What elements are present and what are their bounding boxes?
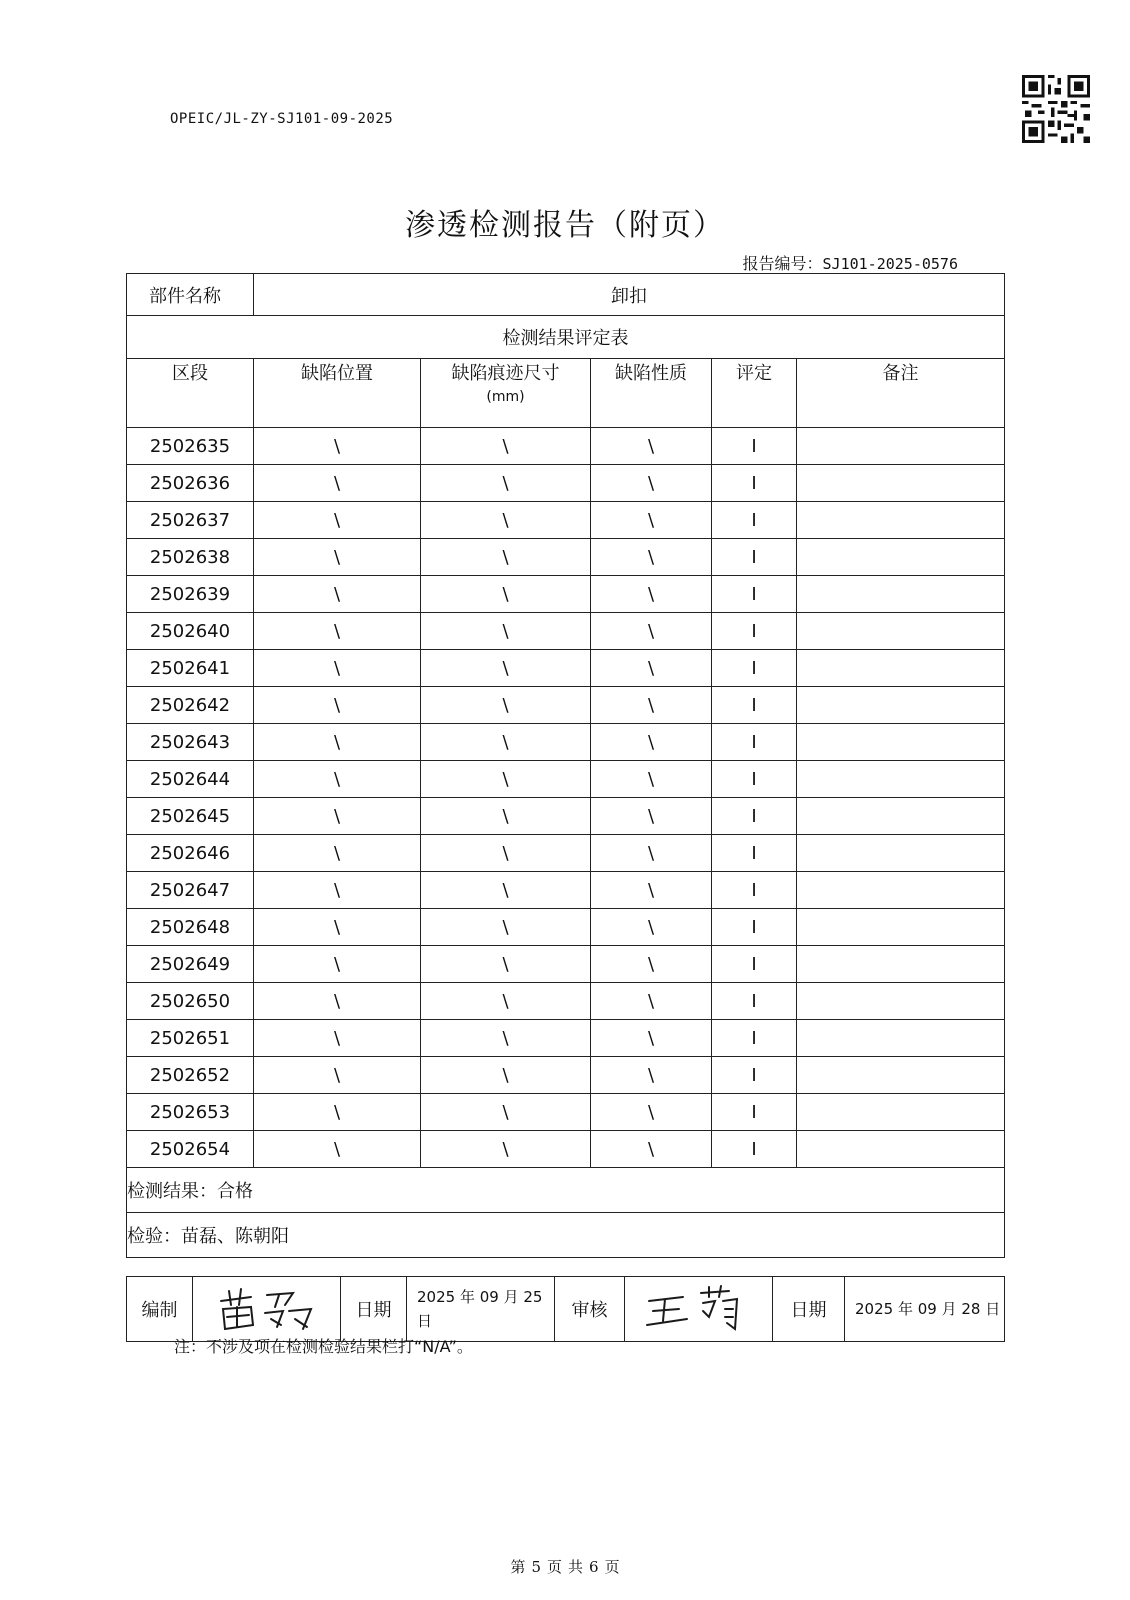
cell-remarks — [797, 983, 1005, 1020]
cell-rating: I — [712, 428, 797, 465]
cell-segment: 2502639 — [127, 576, 254, 613]
table-row — [127, 687, 1005, 724]
cell-remarks — [797, 539, 1005, 576]
cell-position: \ — [254, 872, 421, 909]
cell-segment: 2502644 — [127, 761, 254, 798]
inspectors-row — [127, 1213, 1005, 1258]
col-header-size-label: 缺陷痕迹尺寸 — [451, 363, 560, 384]
table-row — [127, 650, 1005, 687]
cell-segment: 2502651 — [127, 1020, 254, 1057]
cell-size: \ — [421, 428, 591, 465]
cell-position: \ — [254, 761, 421, 798]
prepared-label: 编制 — [127, 1277, 193, 1342]
cell-position: \ — [254, 613, 421, 650]
cell-rating: I — [712, 502, 797, 539]
cell-size: \ — [421, 835, 591, 872]
cell-nature: \ — [591, 724, 712, 761]
footer-total-pages: 6 — [589, 1558, 599, 1576]
col-header-position: 缺陷位置 — [254, 359, 421, 428]
cell-segment: 2502654 — [127, 1131, 254, 1168]
cell-size: \ — [421, 650, 591, 687]
cell-remarks — [797, 687, 1005, 724]
table-row — [127, 983, 1005, 1020]
subtitle-row — [127, 316, 1005, 359]
cell-rating: I — [712, 465, 797, 502]
cell-remarks — [797, 1020, 1005, 1057]
report-number-label: 报告编号： — [742, 254, 823, 273]
col-header-rating: 评定 — [712, 359, 797, 428]
cell-size: \ — [421, 613, 591, 650]
cell-remarks — [797, 613, 1005, 650]
prepared-date: 2025 年 09 月 25 日 — [407, 1277, 555, 1342]
col-header-size-unit: (mm) — [486, 389, 525, 405]
review-signature-image — [639, 1283, 759, 1335]
cell-segment: 2502647 — [127, 872, 254, 909]
result-row — [127, 1168, 1005, 1213]
cell-segment: 2502635 — [127, 428, 254, 465]
data-rows — [127, 428, 1005, 1168]
signature-table — [126, 1276, 1005, 1342]
cell-nature: \ — [591, 872, 712, 909]
cell-rating: I — [712, 539, 797, 576]
cell-rating: I — [712, 1057, 797, 1094]
cell-size: \ — [421, 798, 591, 835]
cell-nature: \ — [591, 909, 712, 946]
header-row — [127, 359, 1005, 428]
table-row — [127, 576, 1005, 613]
cell-position: \ — [254, 798, 421, 835]
cell-remarks — [797, 465, 1005, 502]
review-date: 2025 年 09 月 28 日 — [845, 1277, 1005, 1342]
cell-size: \ — [421, 983, 591, 1020]
report-number — [743, 251, 958, 274]
cell-position: \ — [254, 946, 421, 983]
cell-segment: 2502645 — [127, 798, 254, 835]
cell-position: \ — [254, 983, 421, 1020]
table-row — [127, 1020, 1005, 1057]
cell-position: \ — [254, 465, 421, 502]
cell-position: \ — [254, 428, 421, 465]
cell-rating: I — [712, 1020, 797, 1057]
cell-size: \ — [421, 946, 591, 983]
cell-segment: 2502638 — [127, 539, 254, 576]
table-row — [127, 613, 1005, 650]
cell-position: \ — [254, 576, 421, 613]
cell-nature: \ — [591, 539, 712, 576]
cell-position: \ — [254, 1057, 421, 1094]
cell-nature: \ — [591, 1131, 712, 1168]
cell-nature: \ — [591, 428, 712, 465]
cell-remarks — [797, 909, 1005, 946]
footer-page-number: 5 — [531, 1558, 541, 1576]
cell-size: \ — [421, 576, 591, 613]
cell-position: \ — [254, 1131, 421, 1168]
review-label: 审核 — [555, 1277, 625, 1342]
cell-size: \ — [421, 502, 591, 539]
cell-remarks — [797, 798, 1005, 835]
cell-position: \ — [254, 1094, 421, 1131]
cell-nature: \ — [591, 502, 712, 539]
part-row — [127, 274, 1005, 316]
cell-size: \ — [421, 1057, 591, 1094]
col-header-size — [421, 359, 591, 428]
cell-remarks — [797, 576, 1005, 613]
cell-nature: \ — [591, 687, 712, 724]
prepared-signature — [193, 1277, 341, 1342]
cell-size: \ — [421, 724, 591, 761]
cell-size: \ — [421, 1094, 591, 1131]
cell-rating: I — [712, 1094, 797, 1131]
cell-nature: \ — [591, 761, 712, 798]
cell-rating: I — [712, 798, 797, 835]
cell-remarks — [797, 1131, 1005, 1168]
prepared-signature-image — [207, 1283, 327, 1335]
cell-remarks — [797, 428, 1005, 465]
footnote: 注：不涉及项在检测检验结果栏打“N/A”。 — [174, 1337, 473, 1356]
table-row — [127, 1057, 1005, 1094]
cell-size: \ — [421, 909, 591, 946]
cell-position: \ — [254, 835, 421, 872]
cell-rating: I — [712, 1131, 797, 1168]
part-name-value: 卸扣 — [254, 274, 1005, 316]
cell-remarks — [797, 1057, 1005, 1094]
cell-segment: 2502648 — [127, 909, 254, 946]
inspectors: 检验：苗磊、陈朝阳 — [127, 1213, 1005, 1258]
cell-nature: \ — [591, 576, 712, 613]
cell-size: \ — [421, 1131, 591, 1168]
cell-nature: \ — [591, 1094, 712, 1131]
table-row — [127, 909, 1005, 946]
review-signature — [625, 1277, 773, 1342]
cell-remarks — [797, 872, 1005, 909]
cell-remarks — [797, 650, 1005, 687]
cell-rating: I — [712, 872, 797, 909]
cell-remarks — [797, 1094, 1005, 1131]
cell-nature: \ — [591, 946, 712, 983]
table-row — [127, 1131, 1005, 1168]
cell-segment: 2502649 — [127, 946, 254, 983]
cell-position: \ — [254, 909, 421, 946]
cell-rating: I — [712, 613, 797, 650]
table-row — [127, 1094, 1005, 1131]
qr-code-icon — [1022, 75, 1090, 143]
table-row — [127, 465, 1005, 502]
cell-segment: 2502646 — [127, 835, 254, 872]
cell-rating: I — [712, 835, 797, 872]
cell-remarks — [797, 946, 1005, 983]
footer-total-label: 共 — [568, 1558, 584, 1576]
signature-row — [127, 1277, 1005, 1342]
table-row — [127, 798, 1005, 835]
cell-nature: \ — [591, 650, 712, 687]
cell-nature: \ — [591, 1057, 712, 1094]
cell-segment: 2502636 — [127, 465, 254, 502]
cell-nature: \ — [591, 613, 712, 650]
cell-remarks — [797, 835, 1005, 872]
cell-nature: \ — [591, 835, 712, 872]
part-name-label: 部件名称 — [127, 274, 254, 316]
cell-remarks — [797, 724, 1005, 761]
cell-segment: 2502637 — [127, 502, 254, 539]
col-header-segment: 区段 — [127, 359, 254, 428]
cell-position: \ — [254, 687, 421, 724]
table-row — [127, 428, 1005, 465]
cell-segment: 2502641 — [127, 650, 254, 687]
cell-segment: 2502652 — [127, 1057, 254, 1094]
cell-rating: I — [712, 946, 797, 983]
cell-size: \ — [421, 465, 591, 502]
cell-position: \ — [254, 1020, 421, 1057]
cell-segment: 2502650 — [127, 983, 254, 1020]
cell-segment: 2502640 — [127, 613, 254, 650]
cell-rating: I — [712, 650, 797, 687]
table-row — [127, 872, 1005, 909]
cell-size: \ — [421, 761, 591, 798]
cell-size: \ — [421, 1020, 591, 1057]
cell-remarks — [797, 502, 1005, 539]
table-row — [127, 724, 1005, 761]
table-row — [127, 835, 1005, 872]
document-code: OPEIC/JL-ZY-SJ101-09-2025 — [170, 111, 394, 127]
cell-size: \ — [421, 687, 591, 724]
cell-rating: I — [712, 576, 797, 613]
table-row — [127, 539, 1005, 576]
footer-page-unit: 页 — [546, 1558, 562, 1576]
page-title: 渗透检测报告（附页） — [405, 208, 725, 243]
col-header-nature: 缺陷性质 — [591, 359, 712, 428]
cell-rating: I — [712, 909, 797, 946]
cell-nature: \ — [591, 798, 712, 835]
cell-rating: I — [712, 761, 797, 798]
cell-rating: I — [712, 983, 797, 1020]
cell-nature: \ — [591, 465, 712, 502]
table-row — [127, 502, 1005, 539]
report-number-value: SJ101-2025-0576 — [822, 255, 958, 273]
table-row — [127, 761, 1005, 798]
footer-page-label: 第 — [510, 1558, 526, 1576]
inspection-result: 检测结果：合格 — [127, 1168, 1005, 1213]
cell-size: \ — [421, 872, 591, 909]
footer-total-unit: 页 — [604, 1558, 620, 1576]
cell-position: \ — [254, 650, 421, 687]
page-footer — [0, 1556, 1130, 1577]
cell-segment: 2502653 — [127, 1094, 254, 1131]
cell-remarks — [797, 761, 1005, 798]
cell-size: \ — [421, 539, 591, 576]
cell-position: \ — [254, 502, 421, 539]
cell-rating: I — [712, 687, 797, 724]
cell-segment: 2502643 — [127, 724, 254, 761]
table-row — [127, 946, 1005, 983]
col-header-remarks: 备注 — [797, 359, 1005, 428]
prepared-date-label: 日期 — [341, 1277, 407, 1342]
table-subtitle: 检测结果评定表 — [127, 316, 1005, 359]
cell-nature: \ — [591, 1020, 712, 1057]
cell-nature: \ — [591, 983, 712, 1020]
cell-segment: 2502642 — [127, 687, 254, 724]
cell-position: \ — [254, 724, 421, 761]
cell-rating: I — [712, 724, 797, 761]
cell-position: \ — [254, 539, 421, 576]
review-date-label: 日期 — [773, 1277, 845, 1342]
result-table — [126, 273, 1005, 1258]
